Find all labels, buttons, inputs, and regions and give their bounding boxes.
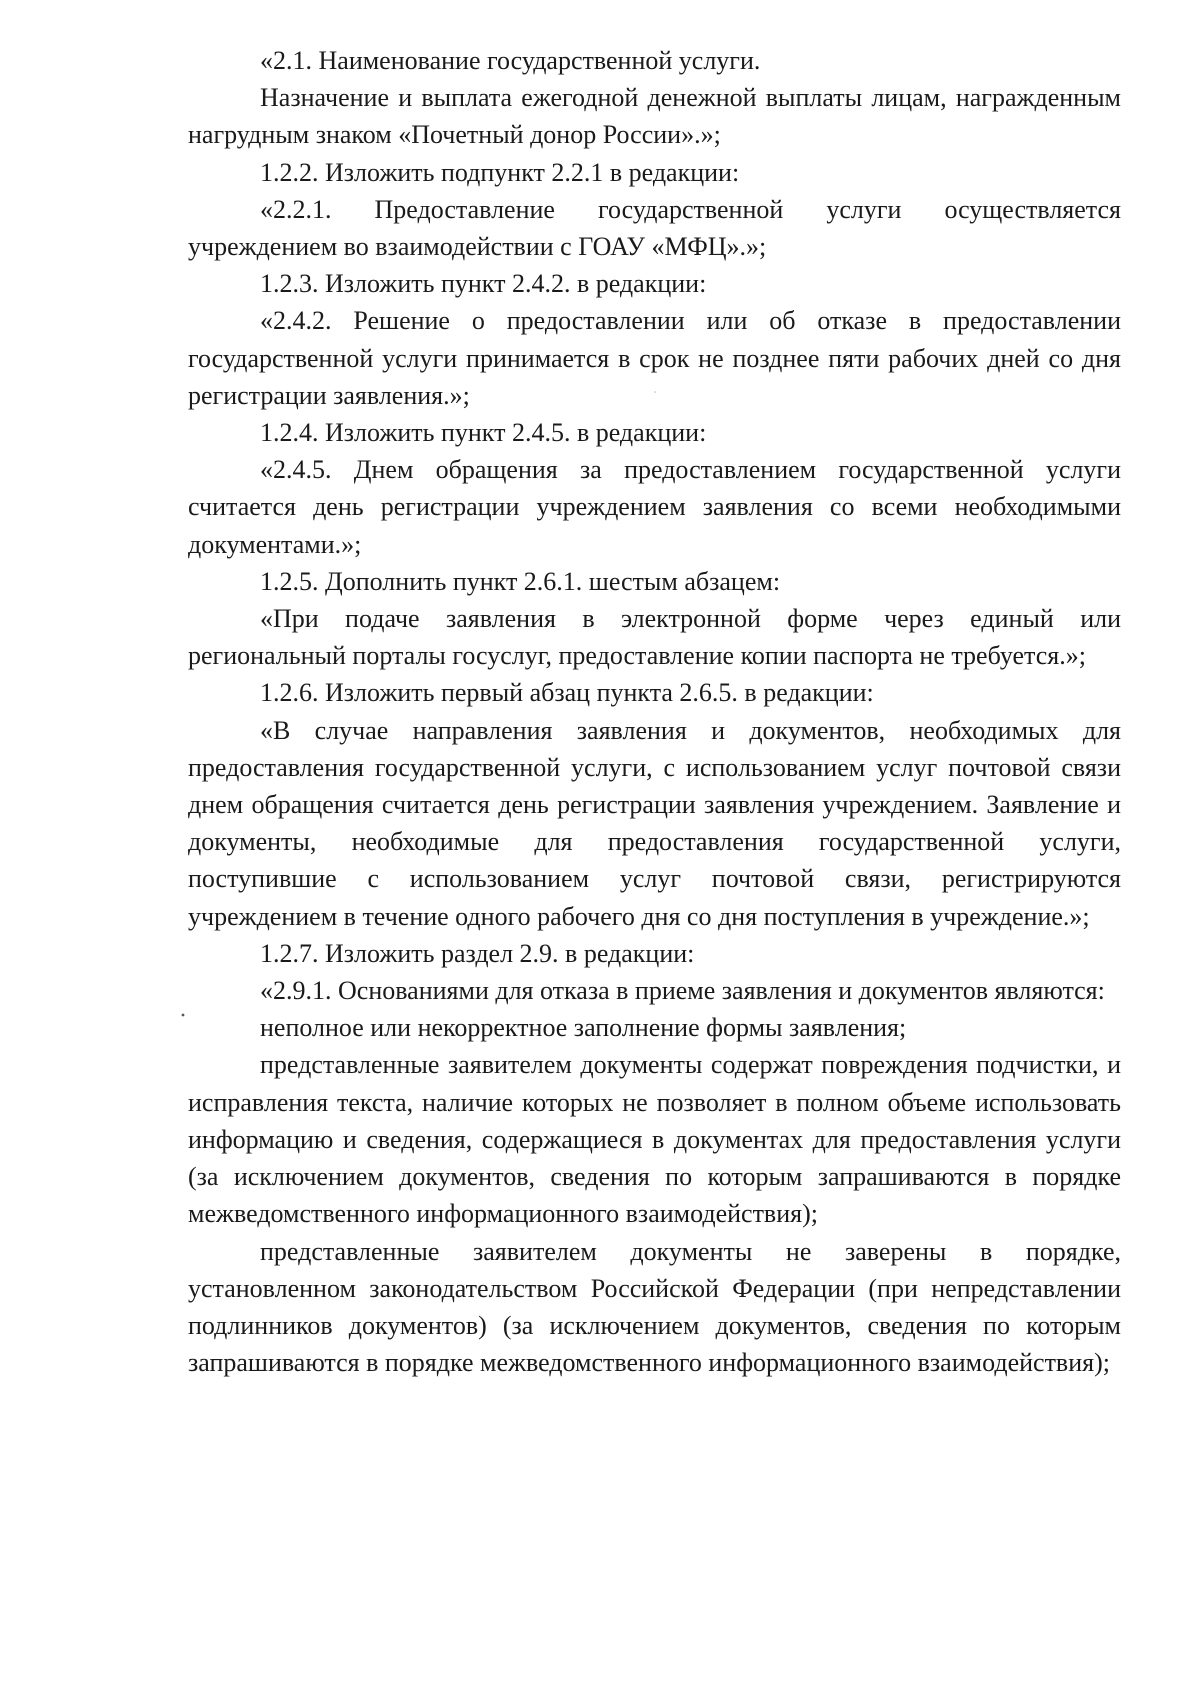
paragraph: «2.9.1. Основаниями для отказа в приеме заявления и документов являются: [260, 976, 1105, 1006]
paragraph: «При подаче заявления в электронной форме через единый или региональный порталы госуслуг, предоставление копии паспорта не требуется.»; [188, 604, 1121, 671]
document-body [188, 42, 1121, 1381]
paragraph: «2.4.5. Днем обращения за предоставлением государственной услуги считается день регистрации учреждением заявления со всеми необходимыми документами.»; [188, 455, 1121, 559]
paragraph: 1.2.4. Изложить пункт 2.4.5. в редакции: [260, 418, 707, 448]
paragraph: представленные заявителем документы содержат повреждения подчистки, и исправления текста, наличие которых не позволяет в полном объеме использовать информацию и сведения, содержащиеся в документах для предоставления услуги (за исключением документов, сведения по которым запрашиваются в порядке межведомственного информационного взаимодействия); [188, 1050, 1121, 1229]
paragraph: 1.2.2. Изложить подпункт 2.2.1 в редакции: [260, 157, 740, 187]
paragraph: 1.2.6. Изложить первый абзац пункта 2.6.5. в редакции: [260, 678, 874, 708]
paragraph: представленные заявителем документы не заверены в порядке, установленном законодательством Российской Федерации (при непредставлении подлинников документов) (за исключением документов, сведения по которым запрашиваются в порядке межведомственного информационного взаимодействия); [188, 1236, 1121, 1378]
paragraph: «В случае направления заявления и документов, необходимых для предоставления государственной услуги, с использованием услуг почтовой связи днем обращения считается день регистрации заявления учреждением. Заявление и документы, необходимые для предоставления государственной услуги, поступившие с использованием услуг почтовой связи, регистрируются учреждением в течение одного рабочего дня со дня поступления в учреждение.»; [188, 715, 1121, 931]
paragraph: 1.2.7. Изложить раздел 2.9. в редакции: [260, 938, 695, 968]
paragraph: 1.2.5. Дополнить пункт 2.6.1. шестым абзацем: [260, 566, 781, 596]
scan-speck [182, 1014, 185, 1017]
paragraph: 1.2.3. Изложить пункт 2.4.2. в редакции: [260, 269, 707, 299]
paragraph: «2.2.1. Предоставление государственной услуги осуществляется учреждением во взаимодействии с ГОАУ «МФЦ».»; [188, 194, 1121, 262]
paragraph: Назначение и выплата ежегодной денежной выплаты лицам, награжденным нагрудным знаком «Почетный донор России».»; [188, 83, 1121, 150]
paragraph: «2.4.2. Решение о предоставлении или об отказе в предоставлении государственной услуги принимается в срок не позднее пяти рабочих дней со дня регистрации заявления.»; [188, 306, 1121, 410]
paragraph: «2.1. Наименование государственной услуги. [260, 46, 761, 75]
paragraph: неполное или некорректное заполнение формы заявления; [260, 1013, 907, 1043]
